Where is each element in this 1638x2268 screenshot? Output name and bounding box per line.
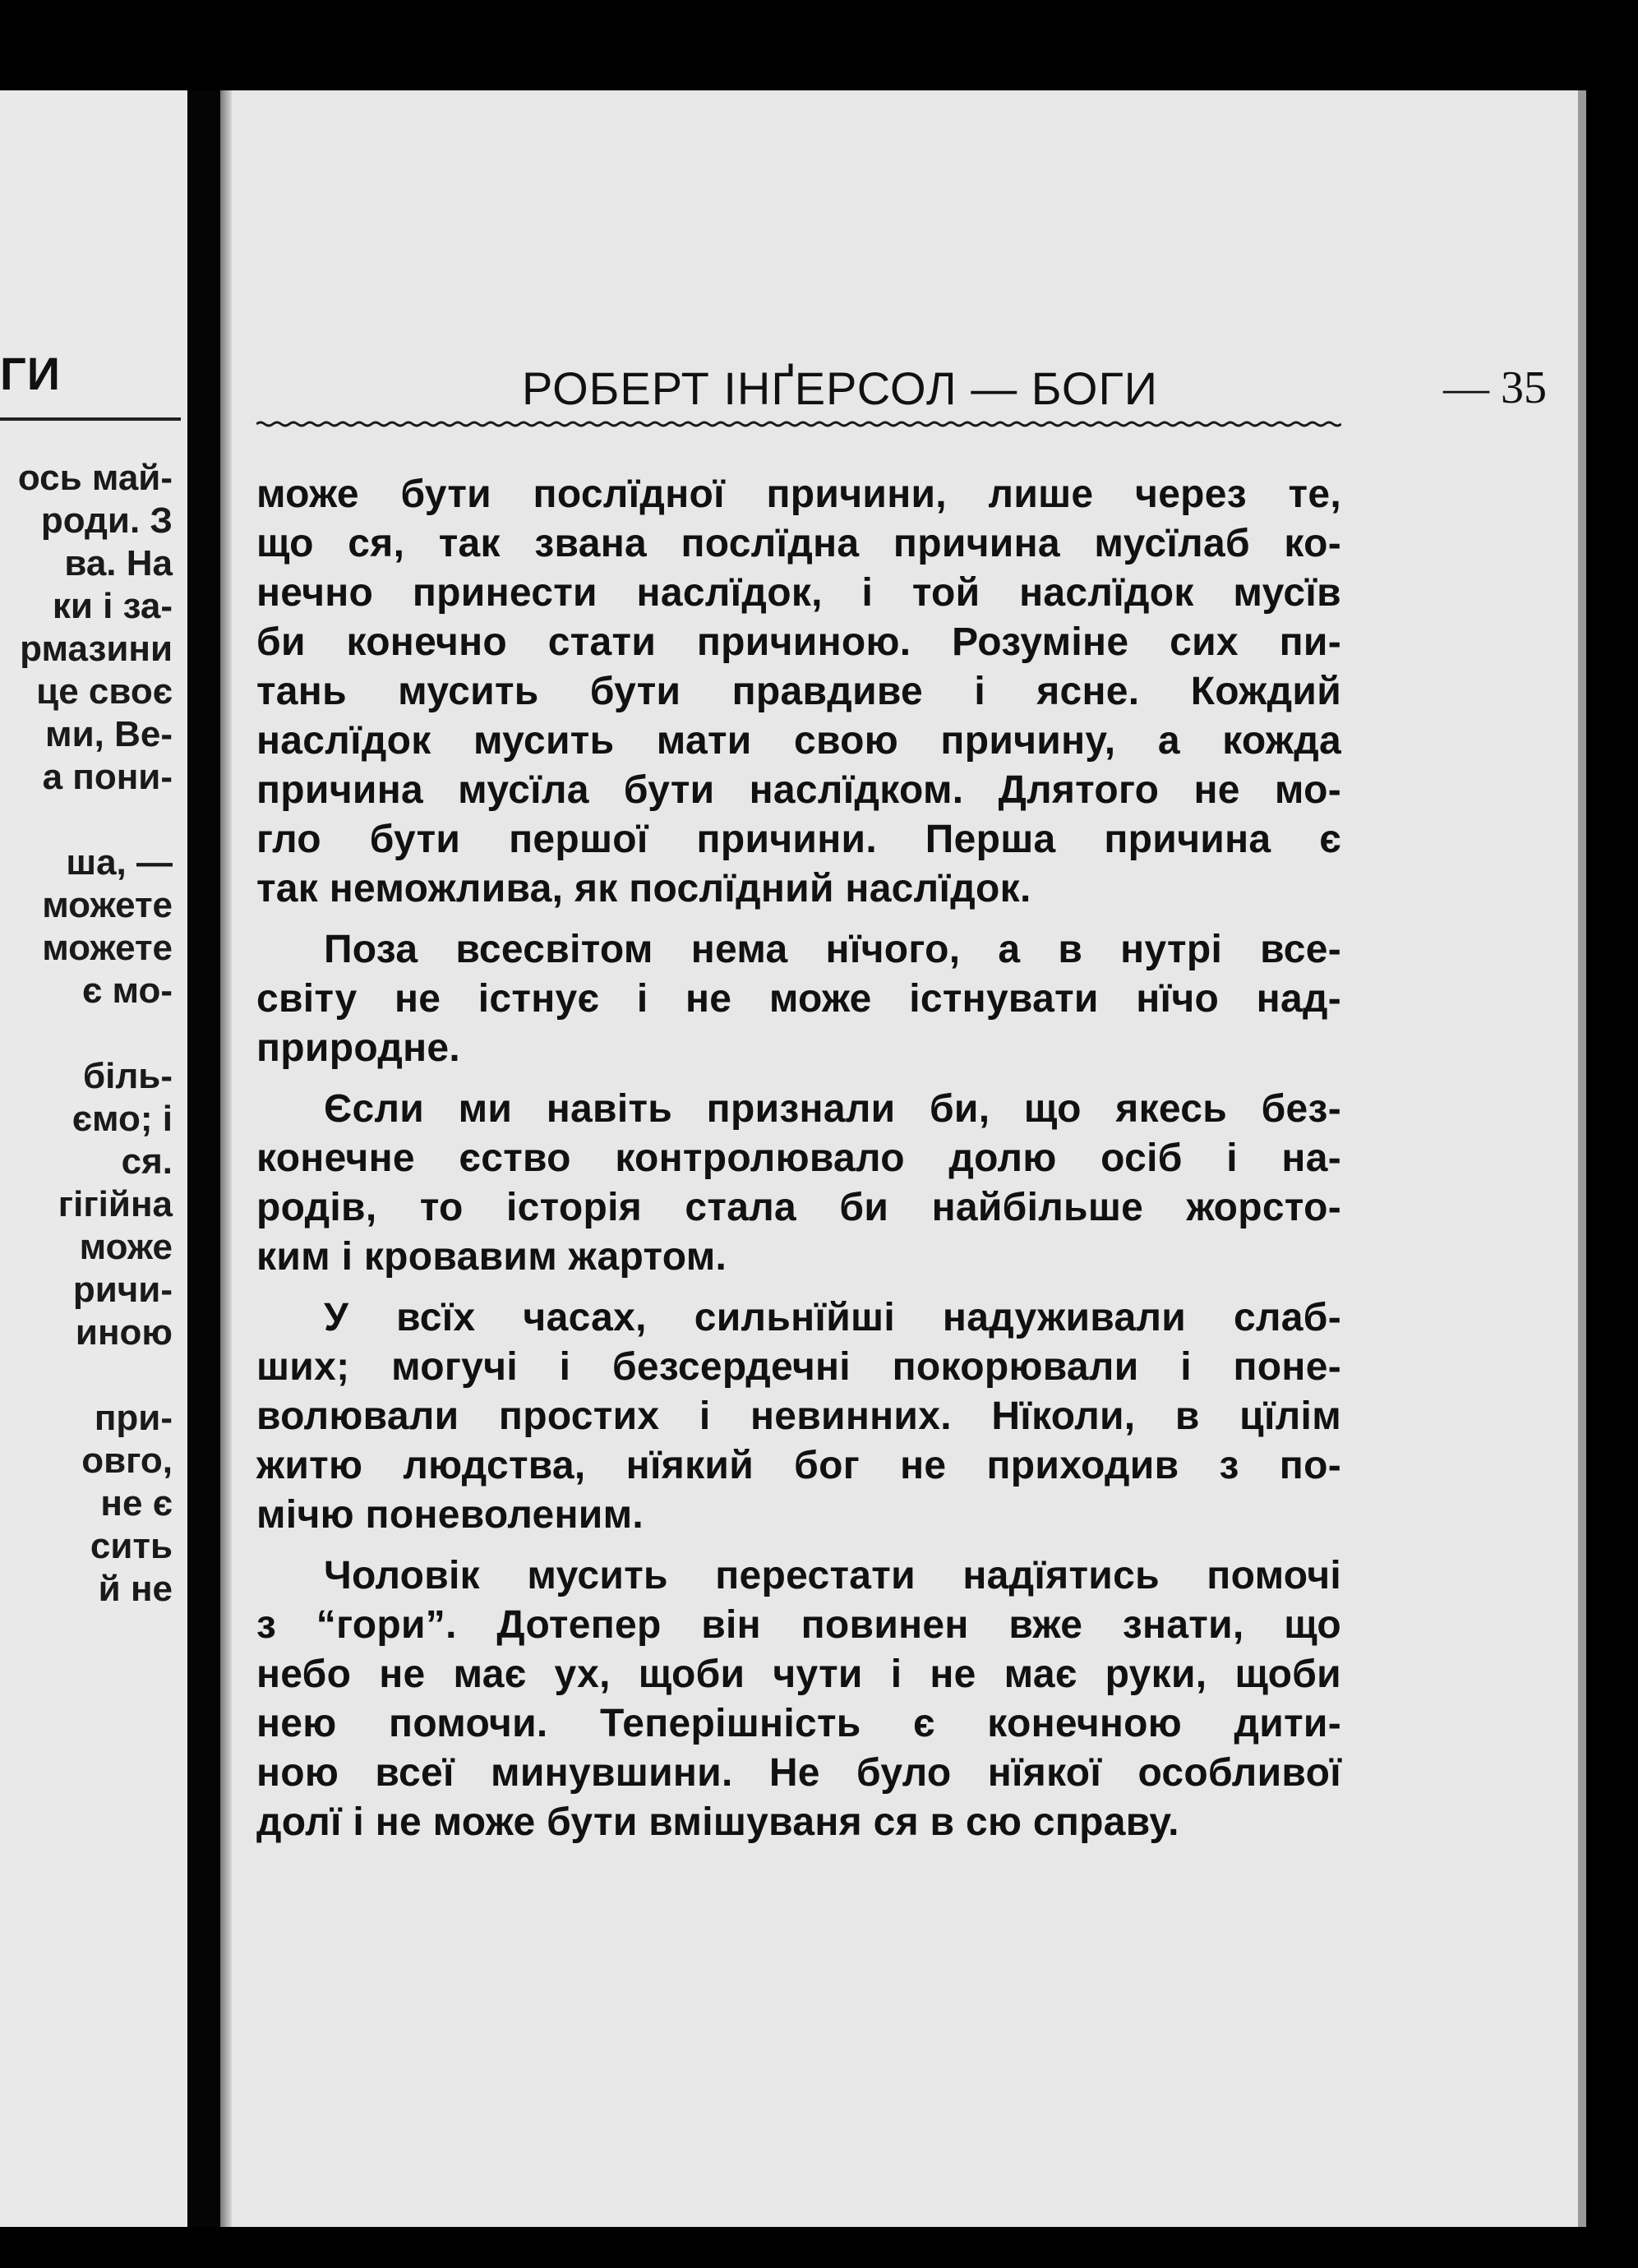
page-number-dash: ––	[1443, 362, 1501, 413]
text-line: світу не істнує і не може істнувати нїчо над-	[256, 977, 1341, 1021]
text-line: Чоловік мусить перестати надїятись помочі	[324, 1554, 1341, 1597]
paragraph	[256, 1551, 1341, 1847]
text-line: ною всеї минувшини. Не було нїякої особливої	[256, 1751, 1341, 1795]
paragraph-gap	[256, 1073, 1341, 1085]
left-page-line: овго,	[81, 1441, 173, 1481]
text-line: Єсли ми навіть признали би, що якесь без-	[324, 1087, 1341, 1131]
paragraph	[256, 470, 1341, 914]
text-line: У всїх часах, сильнїйші надуживали слаб-	[324, 1296, 1341, 1339]
left-page-line: біль-	[82, 1056, 173, 1096]
text-line: наслїдок мусить мати свою причину, а кожда	[256, 719, 1341, 763]
text-line: небо не має ух, щоби чути і не має руки, щоби	[256, 1653, 1341, 1696]
text-line: би конечно стати причиною. Розуміне сих пи-	[256, 620, 1341, 664]
text-line: Поза всесвітом нема нїчого, а в нутрі все-	[324, 928, 1341, 971]
left-page-line: ва. На	[64, 543, 173, 583]
left-page-line: ки і за-	[52, 586, 173, 626]
text-line: причина мусїла бути наслїдком. Длятого не мо-	[256, 768, 1341, 812]
paragraph-gap	[256, 914, 1341, 925]
text-line: мічю поневоленим.	[256, 1493, 644, 1537]
left-page-line: ся.	[121, 1141, 173, 1182]
text-line: ших; могучі і безсердечні покорювали і поне-	[256, 1345, 1341, 1389]
gutter-shadow	[220, 90, 232, 2227]
text-line: тань мусить бути правдиве і ясне. Кождий	[256, 670, 1341, 713]
left-page-line: ми, Ве-	[45, 714, 173, 754]
paragraph	[256, 1293, 1341, 1540]
text-line: природне.	[256, 1026, 461, 1070]
page-edge	[1578, 90, 1586, 2227]
right-page	[232, 90, 1578, 2227]
paragraph-gap	[256, 1540, 1341, 1551]
left-page-line: може	[79, 1227, 173, 1267]
left-page-line: ємо; і	[72, 1099, 173, 1139]
paragraph	[256, 1085, 1341, 1282]
text-line: нечно принести наслїдок, і той наслїдок мусїв	[256, 571, 1341, 615]
left-page-line: є мо-	[81, 970, 173, 1011]
text-line: так неможлива, як послїдний наслїдок.	[256, 867, 1031, 910]
text-line: родів, то історія стала би найбільше жорсто-	[256, 1186, 1341, 1229]
running-head	[371, 362, 1571, 427]
left-page-line: це своє	[36, 671, 173, 712]
page-number	[1443, 362, 1547, 414]
left-page-line: сить	[90, 1526, 173, 1566]
left-page-line: роди. З	[40, 500, 173, 541]
left-page-line: гігійна	[58, 1184, 173, 1224]
left-page-running-head: ГИ	[0, 348, 61, 399]
left-page-line: ричи-	[72, 1270, 173, 1310]
page-number-value: 35	[1501, 362, 1547, 413]
text-line: з “гори”. Дотепер він повинен вже знати, що	[256, 1603, 1341, 1647]
text-line: нею помочи. Теперішність є конечною дити-	[256, 1702, 1341, 1745]
left-page-line: не є	[100, 1483, 173, 1524]
paragraph	[256, 925, 1341, 1073]
head-rule	[256, 421, 1341, 427]
left-page-line: при-	[94, 1398, 173, 1438]
text-line: долї і не може бути вмішуваня ся в сю справу.	[256, 1800, 1179, 1844]
paragraph-gap	[256, 1282, 1341, 1293]
book-gutter	[187, 90, 220, 2227]
left-page-head-rule	[0, 417, 181, 421]
left-page-line: й не	[98, 1569, 173, 1609]
text-line: житю людства, нїякий бог не приходив з по-	[256, 1444, 1341, 1487]
left-page-line: рмазини	[20, 629, 173, 669]
body-text	[256, 470, 1341, 1847]
text-line: може бути послїдної причини, лише через те,	[256, 472, 1341, 516]
left-page-line: ша, —	[66, 842, 173, 883]
text-line: волювали простих і невинних. Нїколи, в цїлім	[256, 1394, 1341, 1438]
text-line: конечне єство контролювало долю осіб і на-	[256, 1136, 1341, 1180]
left-page-line: а пони-	[42, 757, 173, 797]
text-line: що ся, так звана послїдна причина мусїлаб ко-	[256, 522, 1341, 565]
left-page-fragment	[0, 90, 187, 2227]
running-head-title: РОБЕРТ ІНҐЕРСОЛ — БОГИ	[521, 362, 1159, 414]
left-page-line: можете	[42, 885, 173, 925]
text-line: ким і кровавим жартом.	[256, 1235, 727, 1279]
left-page-line: ось май-	[17, 458, 173, 498]
text-line: гло бути першої причини. Перша причина є	[256, 818, 1341, 861]
left-page-line: иною	[75, 1312, 173, 1353]
left-page-line: можете	[42, 928, 173, 968]
